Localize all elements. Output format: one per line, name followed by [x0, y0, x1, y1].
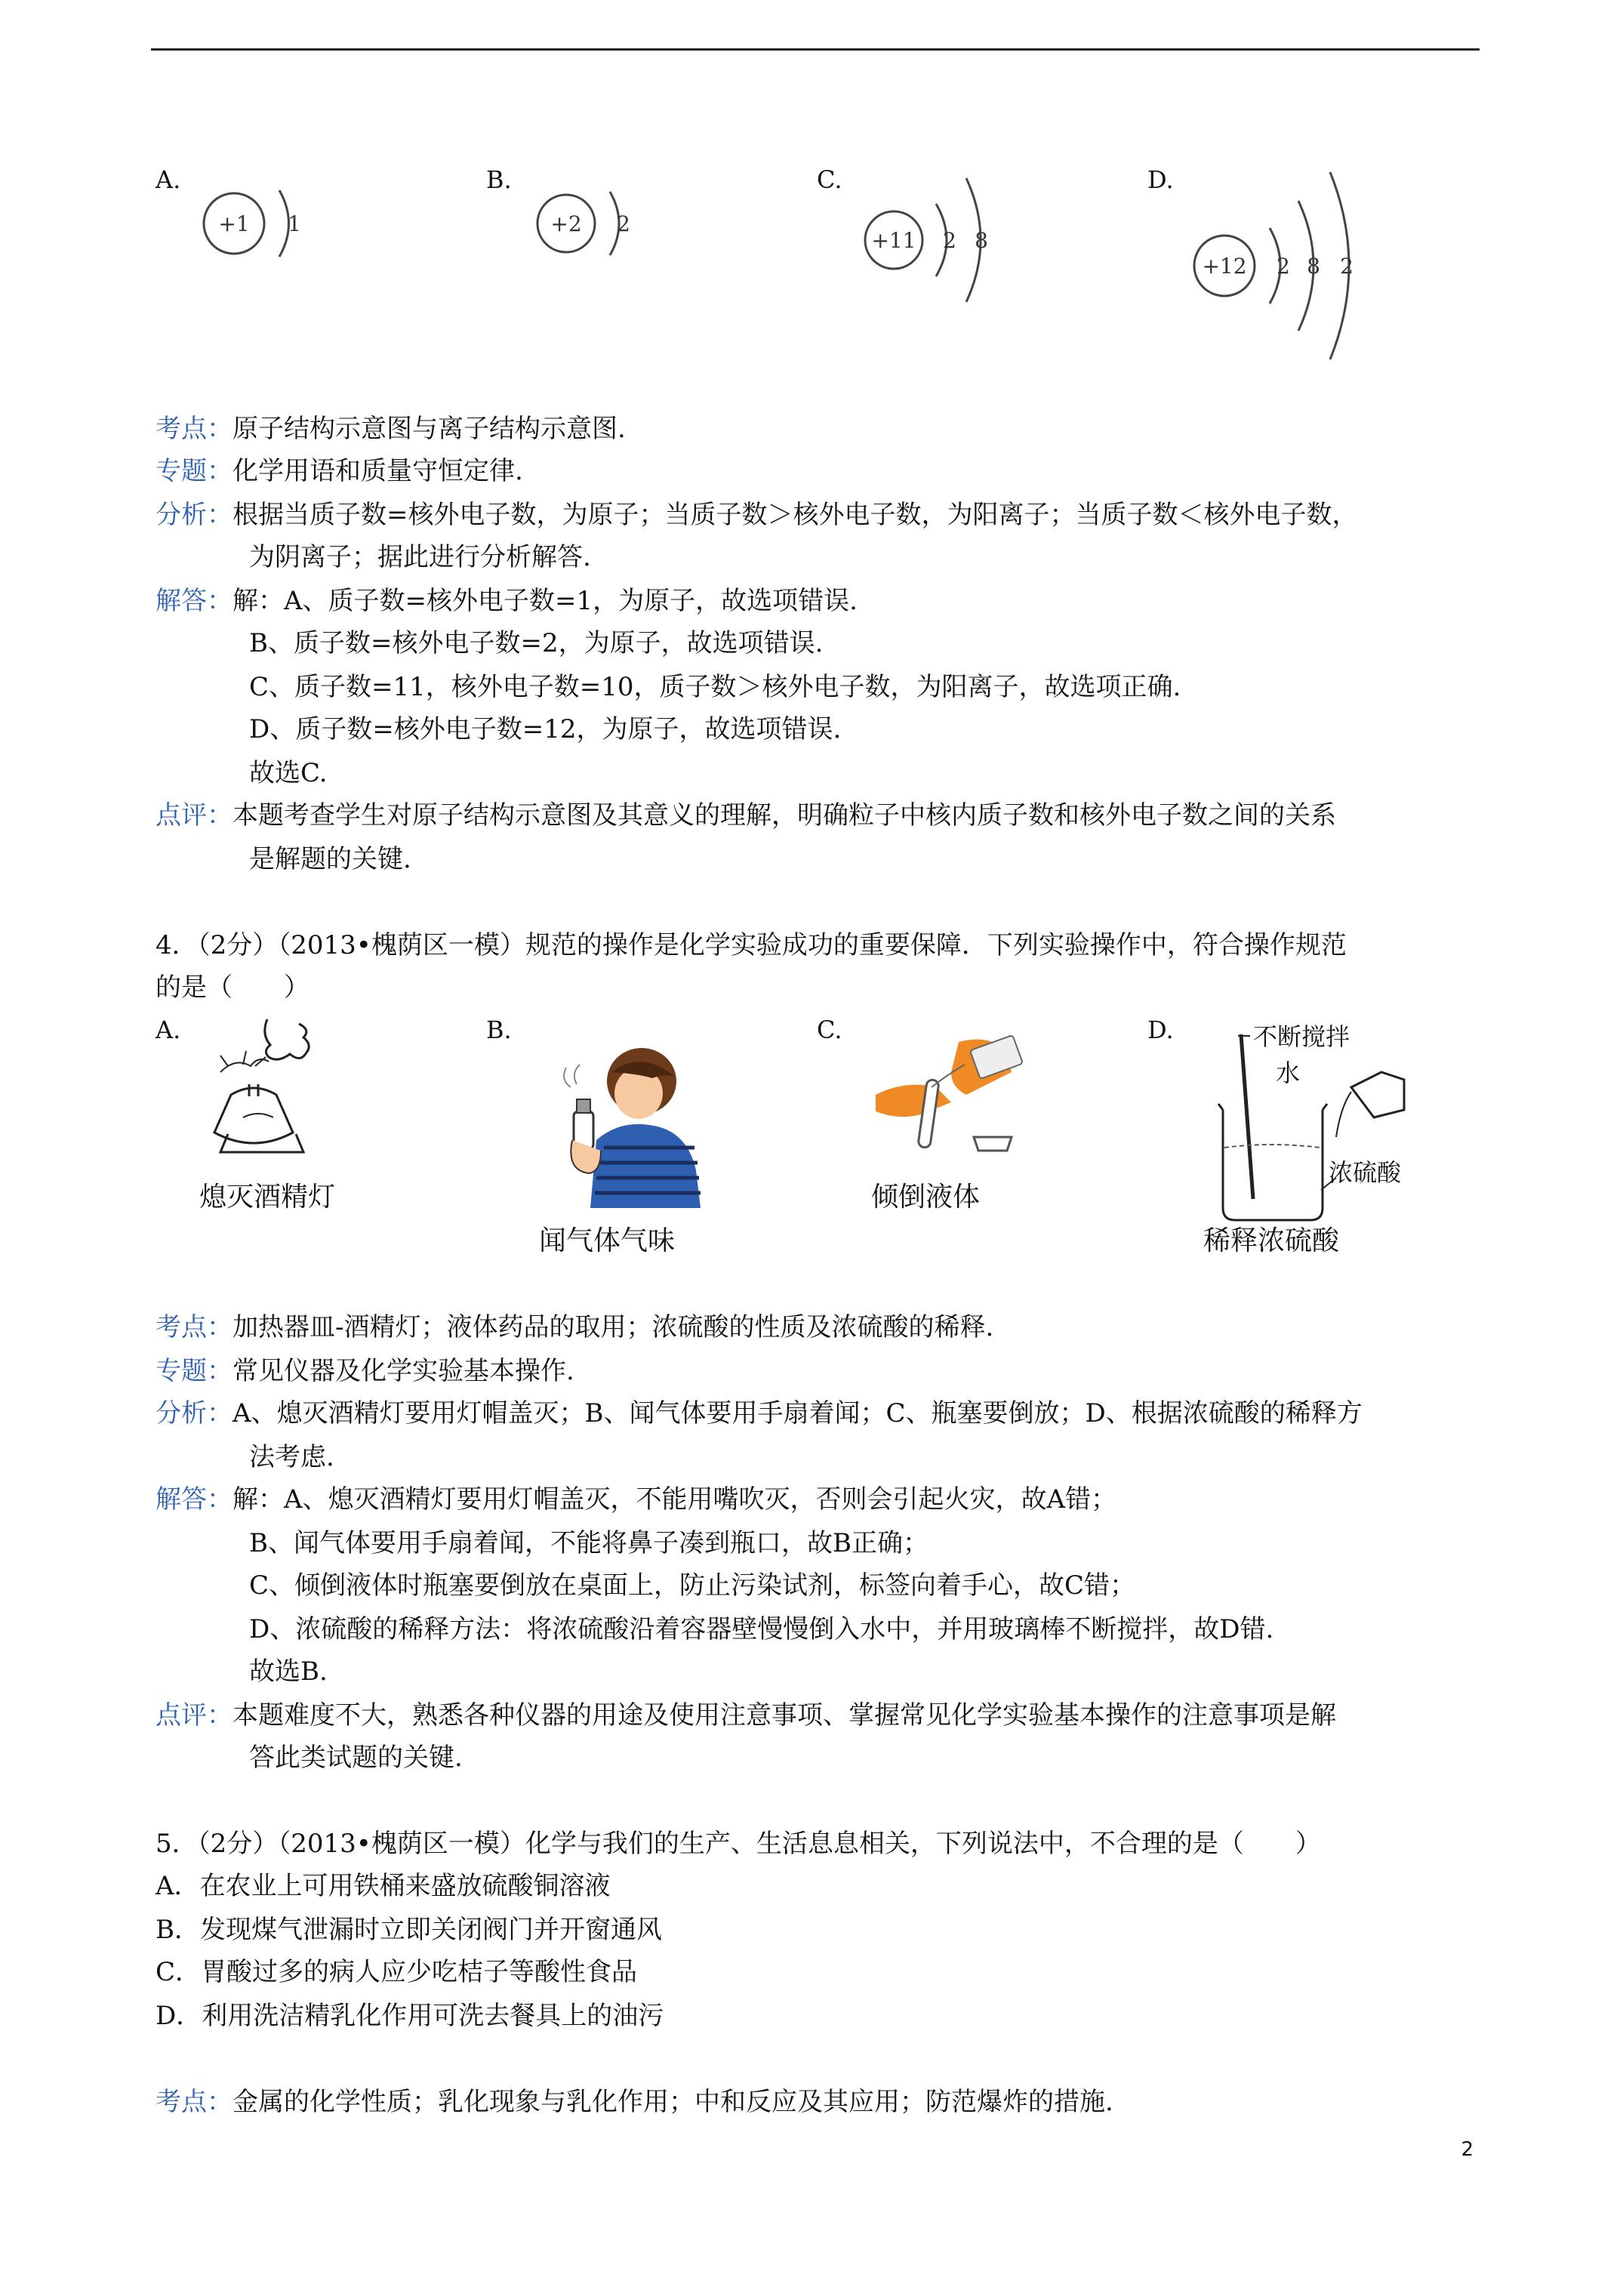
q4-jieda-line-5: 故选B. — [249, 1657, 328, 1687]
q3-nucleus-b: +2 — [550, 211, 582, 236]
q4-alcohol-lamp-illustration — [198, 1012, 349, 1170]
q3-shell-d-2: 8 — [1307, 254, 1320, 279]
q4-jieda-line-3: C、倾倒液体时瓶塞要倒放在桌面上，防止污染试剂，标签向着手心，故C错； — [249, 1570, 1136, 1601]
q3-option-c-letter: C. — [817, 165, 842, 194]
q4-caption-c: 倾倒液体 — [871, 1182, 981, 1213]
q3-shell-a-1: 1 — [288, 211, 301, 236]
q3-zhuanti: 专题：化学用语和质量守恒定律. — [156, 456, 523, 486]
q3-nucleus-d: +12 — [1202, 254, 1247, 279]
q5-option-b: B．发现煤气泄漏时立即关闭阀门并开窗通风 — [156, 1915, 662, 1945]
header-rule — [151, 48, 1480, 51]
q3-option-d-letter: D. — [1147, 165, 1174, 194]
q3-nucleus-c: +11 — [871, 228, 916, 253]
q4-kaodian-label: 考点： — [156, 1312, 233, 1342]
q4-fenxi-line-2: 法考虑. — [249, 1442, 334, 1472]
q4-option-c-letter: C. — [817, 1015, 842, 1044]
q4-fenxi-label: 分析： — [156, 1398, 233, 1428]
q3-fenxi: 分析：根据当质子数=核外电子数，为原子；当质子数＞核外电子数，为阳离子；当质子数＜核外电子数， — [156, 500, 1358, 530]
q3-option-a-letter: A. — [156, 165, 181, 194]
q4-option-d-letter: D. — [1147, 1015, 1174, 1044]
q3-dianping: 点评：本题考查学生对原子结构示意图及其意义的理解，明确粒子中核内质子数和核外电子数之间的关系 — [156, 800, 1336, 831]
q3-dianping-line-2: 是解题的关键. — [249, 844, 411, 874]
q3-shell-c-2: 8 — [975, 228, 988, 253]
q3-jieda-label: 解答： — [156, 586, 233, 616]
q3-kaodian: 考点：原子结构示意图与离子结构示意图. — [156, 414, 626, 444]
q4-smelling-gas-illustration — [544, 1042, 710, 1208]
q4-fenxi: 分析：A、熄灭酒精灯要用灯帽盖灭；B、闻气体要用手扇着闻；C、瓶塞要倒放；D、根据浓硫酸的稀释方 — [156, 1398, 1363, 1428]
q4-jieda-line-4: D、浓硫酸的稀释方法：将浓硫酸沿着容器壁慢慢倒入水中，并用玻璃棒不断搅拌，故D错. — [249, 1614, 1274, 1644]
q4-stem: 4．（2分）（2013•槐荫区一模）规范的操作是化学实验成功的重要保障．下列实验操作中，符合操作规范 — [156, 930, 1347, 960]
q4-dianping-label: 点评： — [156, 1700, 233, 1730]
q3-shell-d-1: 2 — [1277, 254, 1290, 279]
q3-jieda-line-4: D、质子数=核外电子数=12，为原子，故选项错误. — [249, 714, 842, 744]
q4-caption-a: 熄灭酒精灯 — [199, 1182, 336, 1213]
q5-option-d: D．利用洗洁精乳化作用可洗去餐具上的油污 — [156, 2001, 664, 2031]
q5-option-c: C．胃酸过多的病人应少吃桔子等酸性食品 — [156, 1957, 638, 1987]
q4-pouring-liquid-illustration — [861, 1027, 1027, 1170]
q4-label-stir: 不断搅拌 — [1253, 1022, 1350, 1051]
q4-jieda-label: 解答： — [156, 1484, 233, 1515]
q4-zhuanti-label: 专题： — [156, 1356, 233, 1386]
q4-dianping: 点评：本题难度不大，熟悉各种仪器的用途及使用注意事项、掌握常见化学实验基本操作的注意事项是解 — [156, 1700, 1336, 1730]
q4-diluting-acid-illustration — [1208, 1019, 1449, 1231]
q4-option-a-letter: A. — [156, 1015, 181, 1044]
q3-nucleus-a: +1 — [218, 211, 250, 236]
q4-jieda: 解答：解：A、熄灭酒精灯要用灯帽盖灭，不能用嘴吹灭，否则会引起火灾，故A错； — [156, 1484, 1117, 1515]
q5-option-a: A．在农业上可用铁桶来盛放硫酸铜溶液 — [156, 1871, 611, 1901]
q3-jieda-line-5: 故选C. — [249, 758, 328, 788]
q4-caption-d: 稀释浓硫酸 — [1203, 1225, 1340, 1256]
q3-option-b-letter: B. — [486, 165, 512, 194]
q3-fenxi-label: 分析： — [156, 500, 233, 530]
q3-shell-b-1: 2 — [617, 211, 630, 236]
q3-atom-diagram-c — [861, 174, 1012, 310]
q3-fenxi-line-2: 为阴离子；据此进行分析解答. — [249, 542, 591, 572]
q3-shell-d-3: 2 — [1340, 254, 1354, 279]
q4-jieda-line-2: B、闻气体要用手扇着闻，不能将鼻子凑到瓶口，故B正确； — [249, 1528, 929, 1558]
q3-atom-diagram-b — [528, 181, 649, 272]
q3-atom-diagram-a — [196, 181, 317, 272]
q3-jieda-line-3: C、质子数=11，核外电子数=10，质子数＞核外电子数，为阳离子，故选项正确. — [249, 672, 1181, 702]
q4-label-water: 水 — [1276, 1059, 1301, 1087]
q3-dianping-label: 点评： — [156, 800, 233, 831]
q3-shell-c-1: 2 — [943, 228, 956, 253]
q5-kaodian: 考点：金属的化学性质；乳化现象与乳化作用；中和反应及其应用；防范爆炸的措施. — [156, 2087, 1113, 2117]
q5-kaodian-label: 考点： — [156, 2087, 233, 2117]
q5-stem: 5．（2分）（2013•槐荫区一模）化学与我们的生产、生活息息相关，下列说法中，不合理的是（ ） — [156, 1829, 1321, 1859]
q3-kaodian-label: 考点： — [156, 414, 233, 444]
q3-atom-diagram-d — [1185, 166, 1381, 362]
q3-jieda-line-2: B、质子数=核外电子数=2，为原子，故选项错误. — [249, 628, 824, 658]
q4-option-b-letter: B. — [486, 1015, 512, 1044]
q4-stem-line-2: 的是（ ） — [156, 972, 310, 1003]
q4-caption-b: 闻气体气味 — [539, 1225, 676, 1256]
q4-dianping-line-2: 答此类试题的关键. — [249, 1743, 463, 1773]
q4-kaodian: 考点：加热器皿-酒精灯；液体药品的取用；浓硫酸的性质及浓硫酸的稀释. — [156, 1312, 994, 1342]
q4-label-acid: 浓硫酸 — [1329, 1158, 1402, 1187]
q4-zhuanti: 专题：常见仪器及化学实验基本操作. — [156, 1356, 574, 1386]
q3-zhuanti-label: 专题： — [156, 456, 233, 486]
page-number: 2 — [1461, 2138, 1474, 2161]
q3-jieda: 解答：解：A、质子数=核外电子数=1，为原子，故选项错误. — [156, 586, 858, 616]
